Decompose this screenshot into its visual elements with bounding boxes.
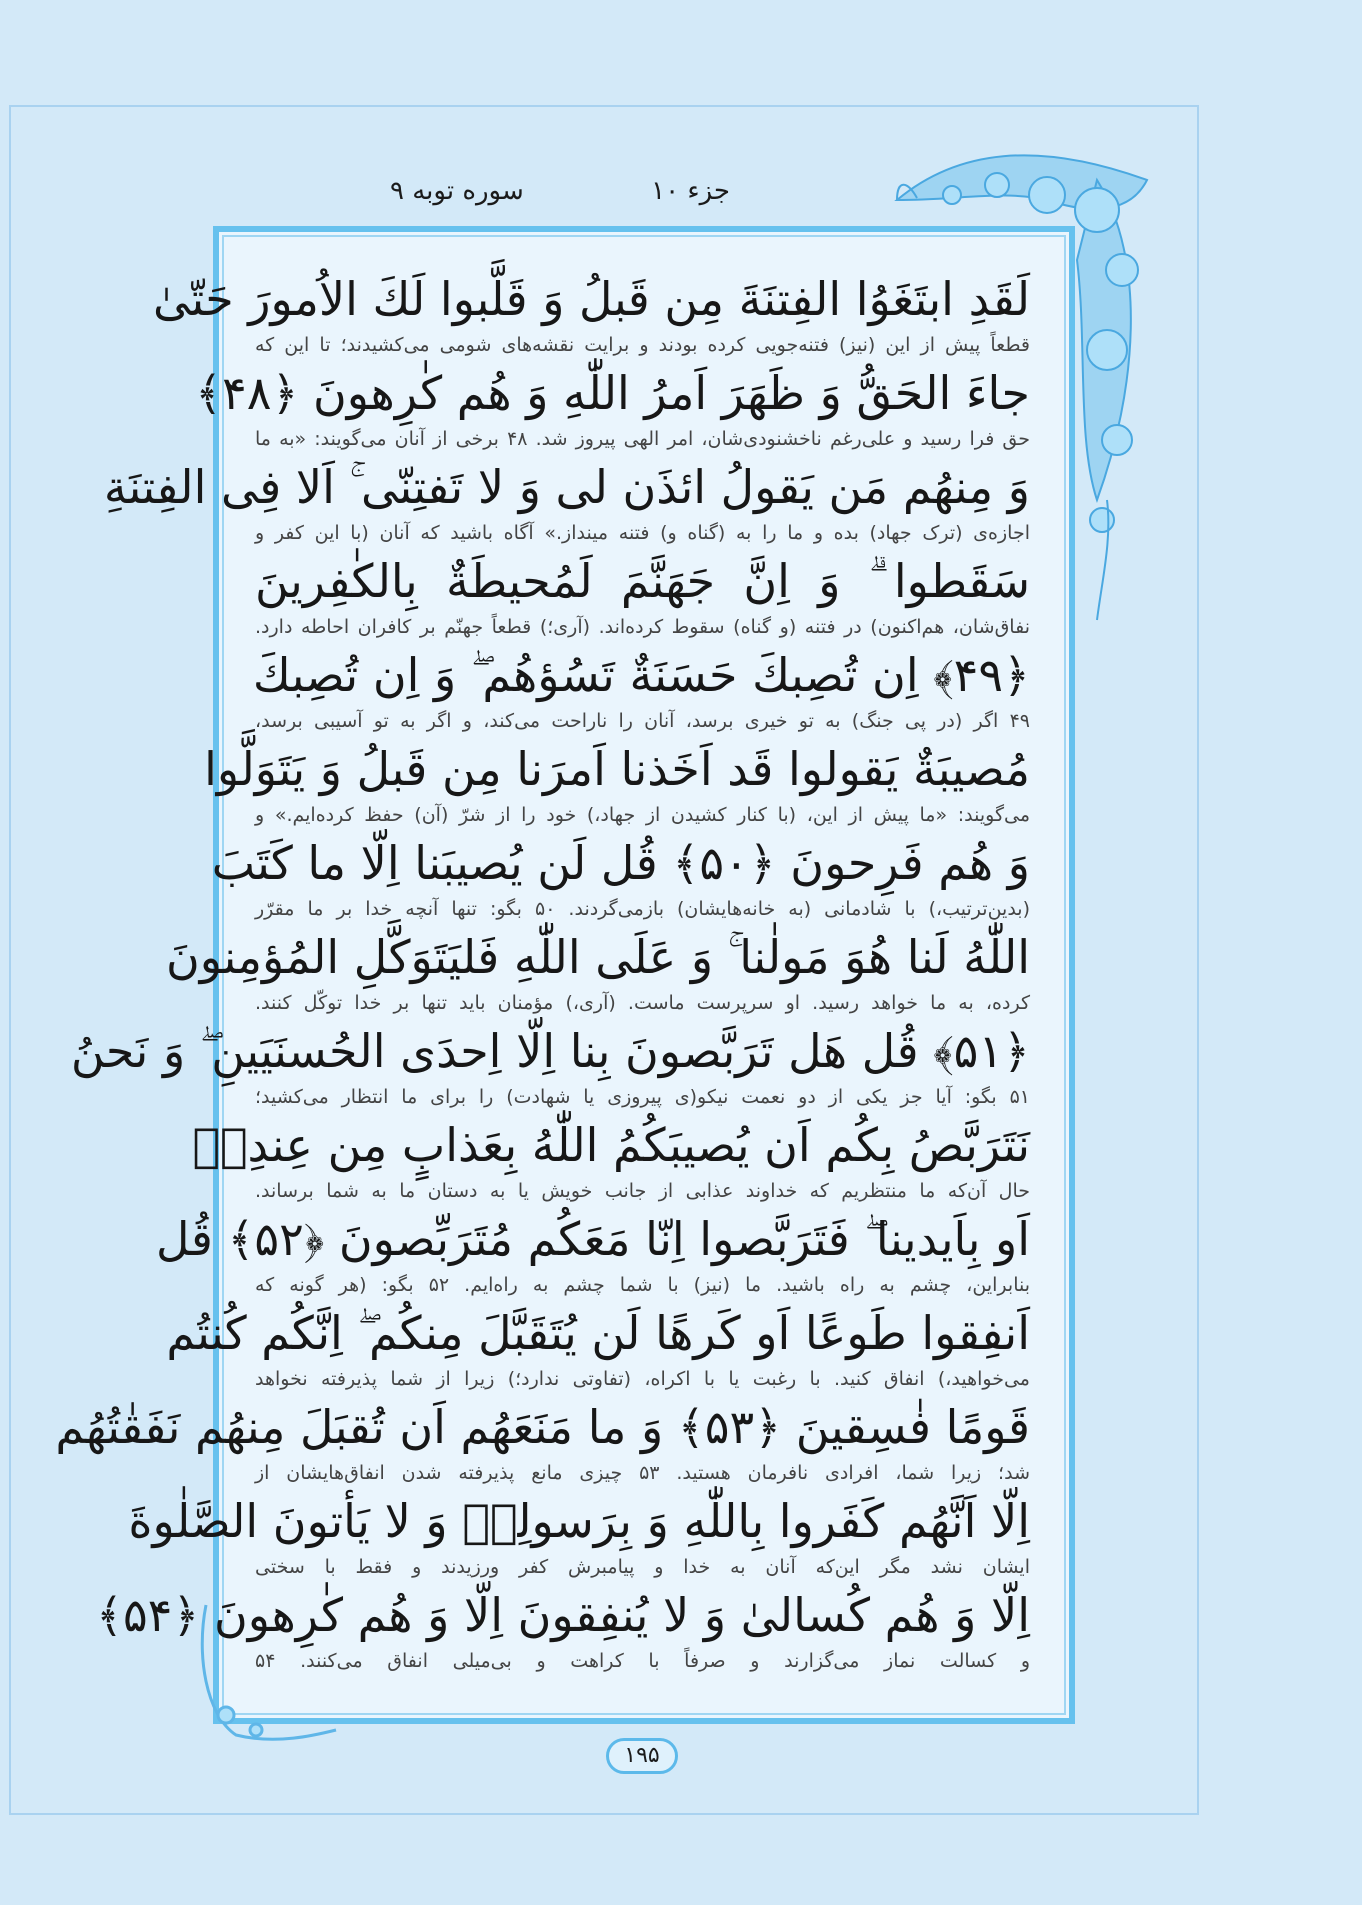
verse-line: اِلّا وَ هُم كُسالىٰ وَ لا يُنفِقونَ اِلّا وَ هُم كٰرِهونَ ﴿۵۴﴾ [96, 1588, 1030, 1642]
verse-line: وَ هُم فَرِحونَ ﴿۵۰﴾ قُل لَن يُصيبَنا اِلّا ما كَتَبَ [211, 836, 1030, 890]
verse-line: اللّٰهُ لَنا هُوَ مَولٰنا ۚ وَ عَلَى اللّٰهِ فَليَتَوَكَّلِ المُؤمِنونَ [165, 930, 1030, 984]
verse-line: لَقَدِ ابتَغَوُا الفِتنَةَ مِن قَبلُ وَ قَلَّبوا لَكَ الاُمورَ حَتّیٰ [152, 272, 1030, 326]
juz-label: جزء ۱۰ [651, 176, 730, 206]
page-header [390, 176, 730, 216]
verse-line: ﴿۵۱﴾ قُل هَل تَرَبَّصونَ بِنا اِلّا اِحدَى الحُسنَيَينِ ۖ وَ نَحنُ [70, 1024, 1030, 1078]
verse-line: مُصيبَةٌ يَقولوا قَد اَخَذنا اَمرَنا مِن قَبلُ وَ يَتَوَلَّوا [204, 742, 1030, 796]
quran-text-body [55, 268, 1031, 1678]
translation-line: اجازه‌ی (ترک جهاد) بده و ما را به (گناه و) فتنه مینداز.» آگاه باشید که آنان (با این کفر و [255, 522, 1030, 544]
translation-line: و کسالت نماز می‌گزارند و صرفاً با کراهت و بی‌میلی انفاق می‌کنند. ۵۴ [255, 1650, 1030, 1672]
verse-line: وَ مِنهُم مَن يَقولُ ائذَن لی وَ لا تَفتِنّی ۚ اَلا فِی الفِتنَةِ [103, 460, 1030, 514]
verse-line: اَنفِقوا طَوعًا اَو كَرهًا لَن يُتَقَبَّلَ مِنكُم ۖ اِنَّكُم كُنتُم [166, 1306, 1030, 1360]
verse-line: اَو بِاَيدينا ۖ فَتَرَبَّصوا اِنّا مَعَكُم مُتَرَبِّصونَ ﴿۵۲﴾ قُل [156, 1212, 1030, 1266]
translation-line: حق فرا رسید و علی‌رغم ناخشنودی‌شان، امر الهی پیروز شد. ۴۸ برخی از آنان می‌گویند: «به ما [255, 428, 1030, 450]
verse-line: اِلّا اَنَّهُم كَفَروا بِاللّٰهِ وَ بِرَسولِهٖ وَ لا يَأتونَ الصَّلٰوةَ [128, 1494, 1030, 1548]
translation-line: ۵۱ بگو: آیا جز یکی از دو نعمت نیکو(ی پیروزی یا شهادت) را برای ما انتظار می‌کشید؛ [255, 1086, 1030, 1108]
translation-line: شد؛ زیرا شما، افرادی نافرمان هستید. ۵۳ چیزی مانع پذیرفته شدن انفاق‌هایشان از [255, 1462, 1030, 1484]
translation-line: حال آن‌که ما منتظریم که خداوند عذابی از جانب خویش یا به دستان ما به شما برساند. [255, 1180, 1030, 1202]
translation-line: قطعاً پیش از این (نیز) فتنه‌جویی کرده بودند و برایت نقشه‌های شومی می‌کشیدند؛ تا این که [255, 334, 1030, 356]
verse-line: نَتَرَبَّصُ بِكُم اَن يُصيبَكُمُ اللّٰهُ بِعَذابٍ مِن عِندِهٖ [192, 1118, 1030, 1172]
translation-line: نفاق‌شان، هم‌اکنون) در فتنه (و گناه) سقوط کرده‌اند. (آری؛) قطعاً جهنّم بر کافران احاطه دارد. [255, 616, 1030, 638]
surah-label: سوره توبه ۹ [390, 176, 524, 206]
translation-line: می‌خواهید،) انفاق کنید. با رغبت یا با اکراه، (تفاوتی ندارد؛) زیرا از شما پذیرفته نخواهد [255, 1368, 1030, 1390]
translation-line: بنابراین، چشم به راه باشید. ما (نیز) با شما چشم به راه‌ایم. ۵۲ بگو: (هر گونه که [255, 1274, 1031, 1296]
verse-line: قَومًا فٰسِقينَ ﴿۵۳﴾ وَ ما مَنَعَهُم اَن تُقبَلَ مِنهُم نَفَقٰتُهُم [55, 1400, 1030, 1454]
translation-line: ۴۹ اگر (در پی جنگ) به تو خیری برسد، آنان را ناراحت می‌کند، و اگر به تو آسیبی برسد، [255, 710, 1030, 732]
verse-line: جاءَ الحَقُّ وَ ظَهَرَ اَمرُ اللّٰهِ وَ هُم كٰرِهونَ ﴿۴۸﴾ [195, 366, 1030, 420]
translation-line: (بدین‌ترتیب،) با شادمانی (به خانه‌هایشان) بازمی‌گردند. ۵۰ بگو: تنها آنچه خدا بر ما مقرّر [255, 898, 1030, 920]
translation-line: می‌گویند: «ما پیش از این، (با کنار کشیدن از جهاد،) خود را از شرّ (آن) حفظ کرده‌ایم.» و [255, 804, 1030, 826]
translation-line: کرده، به ما خواهد رسید. او سرپرست ماست. (آری،) مؤمنان باید تنها بر خدا توکّل کنند. [255, 992, 1030, 1014]
verse-line: ﴿۴۹﴾ اِن تُصِبكَ حَسَنَةٌ تَسُؤهُم ۖ وَ اِن تُصِبكَ [252, 648, 1030, 702]
translation-line: ایشان نشد مگر این‌که آنان به خدا و پیامبرش کفر ورزیدند و فقط با سختی [255, 1556, 1030, 1578]
page-number: ۱۹۵ [606, 1738, 678, 1774]
verse-line: سَقَطوا ۗ وَ اِنَّ جَهَنَّمَ لَمُحيطَةٌ بِالكٰفِرينَ [255, 554, 1030, 608]
